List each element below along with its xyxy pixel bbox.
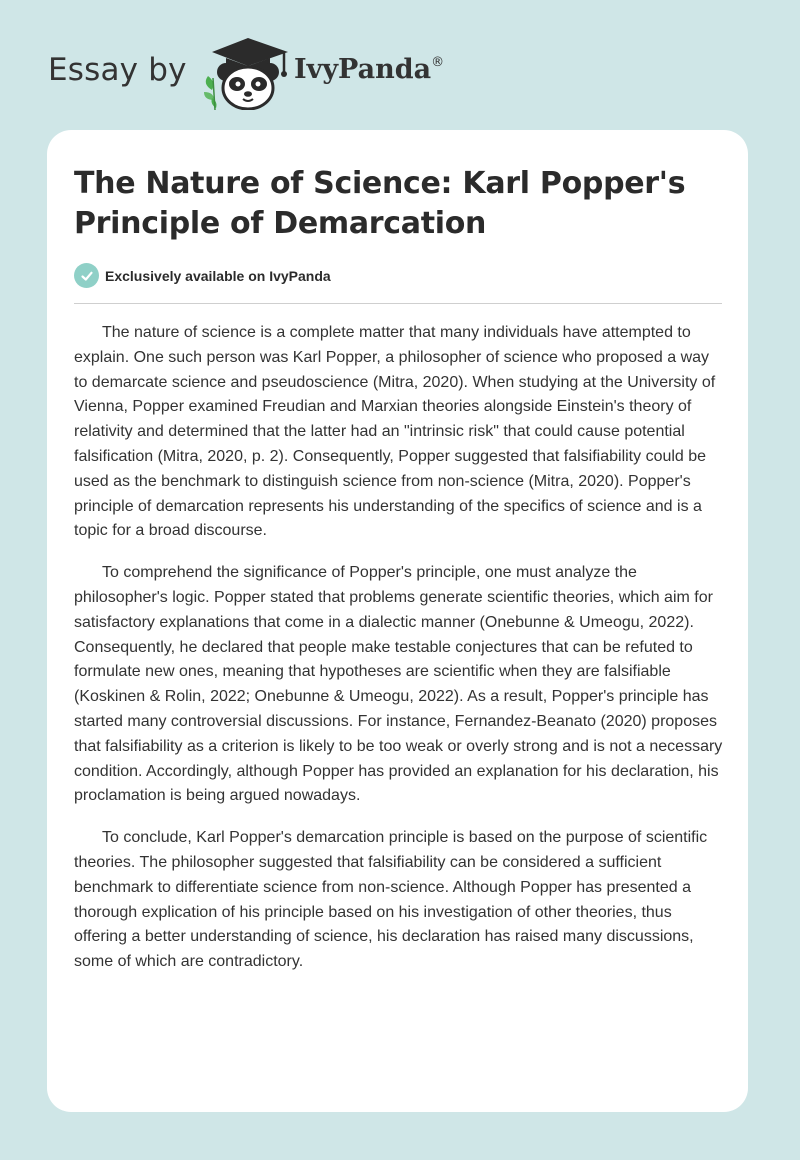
divider xyxy=(74,303,722,304)
paragraph: The nature of science is a complete matter that many individuals have attempted to explain. One such person was Karl Popper, a philosopher of science who proposed a way to demarcate science and pseudoscience (Mitra, 2020). When studying at the University of Vienna, Popper examined Freudian and Marxian theories alongside Einstein's theory of relativity and determined that the latter had an "intrinsic risk" that could cause potential falsification (Mitra, 2020, p. 2). Consequently, Popper suggested that falsifiability could be used as the benchmark to distinguish science from non-science (Mitra, 2020). Popper's principle of demarcation represents his understanding of the specifics of science and is a topic for a broad discourse. xyxy=(74,324,716,540)
check-icon xyxy=(74,263,99,288)
page-title: The Nature of Science: Karl Popper's Principle of Demarcation xyxy=(74,166,686,241)
brand-name[interactable]: IvyPanda® xyxy=(294,54,445,85)
essay-card xyxy=(47,130,748,1112)
exclusive-label: Exclusively available on IvyPanda xyxy=(105,267,331,284)
exclusive-badge xyxy=(74,263,331,288)
panda-graduate-icon[interactable] xyxy=(198,38,298,110)
essay-by-label: Essay by xyxy=(48,52,187,88)
essay-body xyxy=(74,321,726,992)
site-header xyxy=(48,36,445,108)
paragraph: To comprehend the significance of Popper's principle, one must analyze the philosopher's logic. Popper stated that problems generate scientific theories, which aim for satisfactory explanations that come in a dialectic manner (Onebunne & Umeogu, 2022). Consequently, he declared that people make testable conjectures that can be refuted to formulate new ones, meaning that hypotheses are scientific when they are falsifiable (Koskinen & Rolin, 2022; Onebunne & Umeogu, 2022). As a result, Popper's principle has started many controversial discussions. For instance, Fernandez-Beanato (2020) proposes that falsifiability as a criterion is likely to be too weak or overly strong and is not a necessary condition. Accordingly, although Popper has provided an explanation for his declaration, his proclamation is being argued nowadays. xyxy=(74,564,723,805)
paragraph: To conclude, Karl Popper's demarcation principle is based on the purpose of scientific theories. The philosopher suggested that falsifiability can be considered a sufficient benchmark to differentiate science from non-science. Although Popper has presented a thorough explication of his principle based on his investigation of other theories, thus offering a better understanding of science, his declaration has raised many discussions, some of which are contradictory. xyxy=(74,829,708,971)
